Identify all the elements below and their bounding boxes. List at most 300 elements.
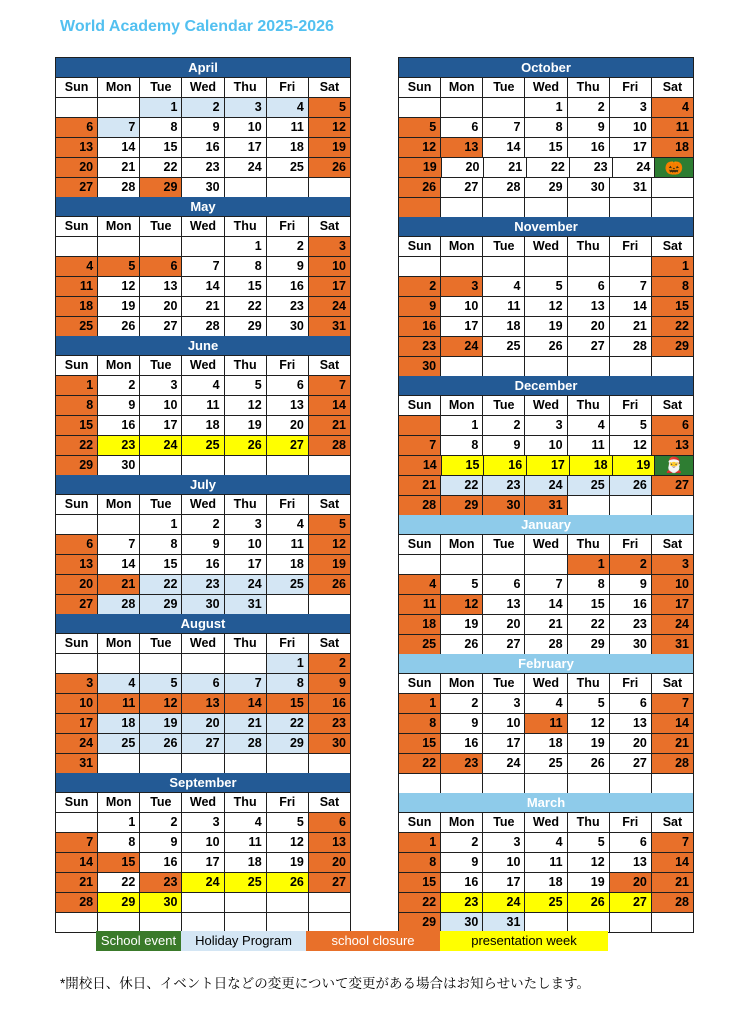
weekday-row	[56, 495, 350, 515]
day-cell: 23	[267, 297, 309, 316]
day-cell: 1	[267, 654, 309, 673]
weekday-label: Mon	[441, 396, 483, 415]
week-row	[399, 873, 693, 893]
day-cell: 20	[140, 297, 182, 316]
day-cell: 24	[652, 615, 693, 634]
week-row	[56, 813, 350, 833]
weekday-row	[56, 217, 350, 237]
day-cell	[98, 913, 140, 932]
day-cell: 30	[441, 913, 483, 932]
month-header: July	[56, 475, 350, 495]
week-row	[399, 158, 693, 178]
day-cell: 7	[98, 535, 140, 554]
weekday-label: Mon	[98, 495, 140, 514]
month-december	[399, 376, 693, 515]
weekday-label: Wed	[525, 78, 567, 97]
day-cell	[56, 813, 98, 832]
day-cell: 12	[225, 396, 267, 415]
day-cell	[652, 774, 693, 793]
day-cell: 9	[98, 396, 140, 415]
day-cell: 3	[525, 416, 567, 435]
day-cell: 26	[225, 436, 267, 455]
day-cell: 5	[399, 118, 441, 137]
day-cell	[525, 913, 567, 932]
weekday-label: Mon	[98, 217, 140, 236]
week-row	[56, 138, 350, 158]
day-cell: 27	[483, 635, 525, 654]
week-row	[399, 436, 693, 456]
day-cell	[225, 456, 267, 475]
day-cell: 5	[568, 833, 610, 852]
day-cell: 30	[610, 635, 652, 654]
day-cell: 19	[568, 873, 610, 892]
day-cell: 21	[56, 873, 98, 892]
week-row	[56, 396, 350, 416]
month-november	[399, 217, 693, 376]
weekday-label: Tue	[140, 78, 182, 97]
day-cell: 14	[652, 853, 693, 872]
weekday-label: Thu	[225, 495, 267, 514]
day-cell: 8	[56, 396, 98, 415]
day-cell: 17	[182, 853, 224, 872]
weekday-row	[399, 78, 693, 98]
day-cell: 16	[610, 595, 652, 614]
day-cell: 16	[309, 694, 350, 713]
day-cell: 18	[570, 456, 613, 475]
weekday-label: Mon	[441, 674, 483, 693]
day-cell	[267, 754, 309, 773]
day-cell: 31	[56, 754, 98, 773]
weekday-label: Fri	[610, 237, 652, 256]
day-cell: 8	[652, 277, 693, 296]
day-cell	[98, 98, 140, 117]
day-cell: 21	[525, 615, 567, 634]
day-cell	[225, 754, 267, 773]
day-cell: 28	[182, 317, 224, 336]
day-cell: 25	[267, 158, 309, 177]
day-cell: 29	[267, 734, 309, 753]
weekday-label: Sat	[662, 537, 683, 551]
month-header: April	[56, 58, 350, 78]
weekday-label: Fri	[267, 495, 309, 514]
day-cell: 11	[267, 535, 309, 554]
day-cell: 3	[441, 277, 483, 296]
day-cell	[568, 198, 610, 217]
day-cell	[399, 555, 441, 574]
week-row	[399, 714, 693, 734]
week-row	[56, 317, 350, 336]
week-row	[399, 635, 693, 654]
day-cell: 27	[267, 436, 309, 455]
day-cell	[441, 198, 483, 217]
week-row	[399, 98, 693, 118]
day-cell: 24	[483, 754, 525, 773]
day-cell: 13	[652, 436, 693, 455]
day-cell: 25	[267, 575, 309, 594]
day-cell: 20	[267, 416, 309, 435]
day-cell: 6	[483, 575, 525, 594]
weekday-row	[56, 634, 350, 654]
day-cell	[652, 357, 693, 376]
day-cell: 6	[309, 813, 350, 832]
day-cell: 30	[140, 893, 182, 912]
weekday-label: Tue	[483, 535, 525, 554]
day-cell: 29	[399, 913, 441, 932]
day-cell: 12	[98, 277, 140, 296]
day-cell: 25	[568, 476, 610, 495]
day-cell	[525, 257, 567, 276]
day-cell: 2	[182, 98, 224, 117]
day-cell: 1	[399, 694, 441, 713]
week-row	[399, 734, 693, 754]
day-cell: 15	[652, 297, 693, 316]
weekday-label: Sat	[662, 80, 683, 94]
event-icon: 🎃	[655, 158, 693, 177]
day-cell: 17	[56, 714, 98, 733]
day-cell	[568, 913, 610, 932]
day-cell: 2	[610, 555, 652, 574]
day-cell	[652, 178, 693, 197]
week-row	[399, 198, 693, 217]
day-cell	[399, 416, 441, 435]
day-cell: 19	[399, 158, 442, 177]
weekday-label: Thu	[225, 356, 267, 375]
day-cell: 9	[483, 436, 525, 455]
day-cell: 23	[182, 158, 224, 177]
day-cell	[225, 913, 267, 932]
day-cell: 14	[309, 396, 350, 415]
day-cell: 3	[56, 674, 98, 693]
week-row	[399, 893, 693, 913]
day-cell: 23	[610, 615, 652, 634]
day-cell: 21	[399, 476, 441, 495]
day-cell: 1	[568, 555, 610, 574]
weekday-label: Sat	[319, 636, 340, 650]
day-cell	[309, 456, 350, 475]
day-cell	[568, 357, 610, 376]
day-cell: 21	[98, 575, 140, 594]
day-cell: 14	[56, 853, 98, 872]
day-cell: 22	[441, 476, 483, 495]
day-cell	[225, 654, 267, 673]
week-row	[56, 893, 350, 913]
month-july	[56, 475, 350, 614]
day-cell: 10	[182, 833, 224, 852]
day-cell: 11	[225, 833, 267, 852]
day-cell: 29	[568, 635, 610, 654]
day-cell: 17	[441, 317, 483, 336]
day-cell: 28	[483, 178, 525, 197]
day-cell: 12	[568, 853, 610, 872]
weekday-label: Fri	[267, 217, 309, 236]
day-cell: 25	[525, 893, 567, 912]
day-cell	[483, 257, 525, 276]
week-row	[56, 674, 350, 694]
day-cell: 14	[652, 714, 693, 733]
weekday-label: Sun	[56, 634, 98, 653]
day-cell: 18	[267, 555, 309, 574]
day-cell: 19	[525, 317, 567, 336]
weekday-row	[56, 78, 350, 98]
day-cell: 27	[140, 317, 182, 336]
weekday-label: Sun	[56, 356, 98, 375]
day-cell: 7	[610, 277, 652, 296]
day-cell	[309, 178, 350, 197]
day-cell: 26	[568, 754, 610, 773]
day-cell: 21	[182, 297, 224, 316]
weekday-label: Wed	[182, 356, 224, 375]
day-cell: 30	[309, 734, 350, 753]
day-cell: 28	[525, 635, 567, 654]
day-cell	[309, 893, 350, 912]
day-cell: 31	[483, 913, 525, 932]
day-cell	[225, 893, 267, 912]
day-cell: 14	[399, 456, 442, 475]
day-cell: 29	[441, 496, 483, 515]
day-cell: 3	[483, 694, 525, 713]
day-cell: 22	[399, 754, 441, 773]
day-cell: 29	[652, 337, 693, 356]
day-cell: 6	[267, 376, 309, 395]
day-cell: 18	[98, 714, 140, 733]
weekday-label: Sun	[56, 495, 98, 514]
day-cell: 20	[610, 734, 652, 753]
day-cell: 30	[267, 317, 309, 336]
day-cell: 15	[267, 694, 309, 713]
day-cell	[610, 774, 652, 793]
day-cell: 15	[442, 456, 485, 475]
day-cell: 20	[56, 575, 98, 594]
week-row	[56, 416, 350, 436]
weekday-label: Thu	[568, 535, 610, 554]
weekday-label: Thu	[568, 237, 610, 256]
day-cell: 14	[98, 138, 140, 157]
day-cell: 7	[525, 575, 567, 594]
day-cell	[399, 257, 441, 276]
day-cell: 7	[399, 436, 441, 455]
day-cell: 1	[98, 813, 140, 832]
weekday-label: Sat	[319, 358, 340, 372]
day-cell	[182, 654, 224, 673]
day-cell: 6	[56, 118, 98, 137]
weekday-label: Fri	[610, 396, 652, 415]
day-cell: 4	[568, 416, 610, 435]
day-cell: 23	[483, 476, 525, 495]
day-cell: 5	[98, 257, 140, 276]
day-cell: 10	[610, 118, 652, 137]
day-cell: 5	[309, 98, 350, 117]
weekday-label: Mon	[98, 356, 140, 375]
day-cell: 17	[225, 138, 267, 157]
day-cell: 8	[267, 674, 309, 693]
month-header: November	[399, 217, 693, 237]
day-cell: 18	[483, 317, 525, 336]
weekday-label: Wed	[182, 217, 224, 236]
day-cell: 13	[56, 138, 98, 157]
day-cell: 9	[441, 853, 483, 872]
month-february	[399, 654, 693, 793]
day-cell: 25	[56, 317, 98, 336]
weekday-label: Fri	[267, 793, 309, 812]
day-cell: 16	[399, 317, 441, 336]
day-cell: 6	[652, 416, 693, 435]
week-row	[56, 436, 350, 456]
day-cell: 13	[267, 396, 309, 415]
day-cell: 29	[56, 456, 98, 475]
weekday-row	[56, 793, 350, 813]
weekday-label: Tue	[483, 237, 525, 256]
weekday-label: Sat	[662, 676, 683, 690]
day-cell: 24	[613, 158, 656, 177]
day-cell: 26	[98, 317, 140, 336]
week-row	[56, 575, 350, 595]
day-cell: 21	[484, 158, 527, 177]
day-cell: 4	[267, 98, 309, 117]
day-cell	[441, 774, 483, 793]
day-cell: 1	[140, 515, 182, 534]
weekday-label: Tue	[140, 356, 182, 375]
month-october	[399, 58, 693, 217]
weekday-label: Thu	[225, 793, 267, 812]
week-row	[56, 714, 350, 734]
day-cell: 26	[309, 575, 350, 594]
day-cell: 10	[483, 853, 525, 872]
day-cell: 28	[399, 496, 441, 515]
day-cell: 13	[610, 714, 652, 733]
day-cell	[610, 257, 652, 276]
day-cell: 8	[525, 118, 567, 137]
week-row	[399, 575, 693, 595]
day-cell: 12	[399, 138, 441, 157]
day-cell: 1	[140, 98, 182, 117]
day-cell: 7	[225, 674, 267, 693]
month-header: August	[56, 614, 350, 634]
day-cell	[140, 237, 182, 256]
weekday-label: Sun	[399, 674, 441, 693]
month-january	[399, 515, 693, 654]
day-cell: 16	[484, 456, 527, 475]
day-cell: 31	[309, 317, 350, 336]
day-cell: 23	[570, 158, 613, 177]
day-cell: 28	[225, 734, 267, 753]
day-cell: 24	[525, 476, 567, 495]
day-cell: 17	[140, 416, 182, 435]
week-row	[399, 913, 693, 932]
weekday-row	[399, 237, 693, 257]
day-cell: 11	[483, 297, 525, 316]
weekday-label: Wed	[182, 495, 224, 514]
day-cell: 6	[140, 257, 182, 276]
day-cell: 24	[140, 436, 182, 455]
day-cell: 7	[652, 694, 693, 713]
day-cell: 18	[56, 297, 98, 316]
day-cell	[56, 237, 98, 256]
day-cell: 26	[267, 873, 309, 892]
day-cell: 3	[652, 555, 693, 574]
weekday-label: Mon	[98, 78, 140, 97]
week-row	[56, 456, 350, 475]
day-cell: 12	[568, 714, 610, 733]
weekday-label: Thu	[568, 674, 610, 693]
weekday-label: Wed	[525, 237, 567, 256]
week-row	[399, 317, 693, 337]
day-cell: 14	[483, 138, 525, 157]
weekday-label: Fri	[267, 78, 309, 97]
week-row	[56, 158, 350, 178]
day-cell: 2	[483, 416, 525, 435]
week-row	[56, 98, 350, 118]
day-cell: 24	[182, 873, 224, 892]
week-row	[399, 694, 693, 714]
day-cell	[610, 198, 652, 217]
day-cell	[309, 913, 350, 932]
day-cell	[525, 555, 567, 574]
day-cell: 21	[652, 734, 693, 753]
week-row	[399, 595, 693, 615]
day-cell: 22	[568, 615, 610, 634]
week-row	[56, 555, 350, 575]
day-cell: 29	[140, 178, 182, 197]
weekday-label: Thu	[568, 813, 610, 832]
day-cell: 2	[568, 98, 610, 117]
day-cell: 8	[140, 118, 182, 137]
day-cell	[441, 555, 483, 574]
day-cell: 2	[399, 277, 441, 296]
day-cell: 22	[267, 714, 309, 733]
day-cell: 25	[182, 436, 224, 455]
weekday-label: Fri	[267, 634, 309, 653]
week-row	[399, 833, 693, 853]
weekday-label: Tue	[140, 634, 182, 653]
day-cell	[56, 98, 98, 117]
day-cell: 7	[652, 833, 693, 852]
day-cell: 11	[267, 118, 309, 137]
day-cell: 19	[225, 416, 267, 435]
day-cell: 12	[267, 833, 309, 852]
day-cell: 17	[610, 138, 652, 157]
day-cell: 18	[225, 853, 267, 872]
day-cell: 28	[610, 337, 652, 356]
day-cell: 19	[98, 297, 140, 316]
footnote: *開校日、休日、イベント日などの変更について変更がある場合はお知らせいたします。	[60, 976, 590, 991]
week-row	[56, 257, 350, 277]
day-cell: 26	[399, 178, 441, 197]
day-cell: 11	[525, 853, 567, 872]
week-row	[56, 833, 350, 853]
day-cell: 3	[225, 515, 267, 534]
month-may	[56, 197, 350, 336]
week-row	[399, 357, 693, 376]
day-cell: 10	[225, 118, 267, 137]
weekday-label: Fri	[610, 813, 652, 832]
weekday-label: Wed	[182, 78, 224, 97]
day-cell	[98, 654, 140, 673]
day-cell: 15	[525, 138, 567, 157]
week-row	[399, 615, 693, 635]
day-cell: 1	[399, 833, 441, 852]
weekday-label: Thu	[568, 396, 610, 415]
day-cell: 12	[309, 118, 350, 137]
day-cell: 19	[568, 734, 610, 753]
day-cell: 8	[399, 853, 441, 872]
weekday-row	[399, 813, 693, 833]
day-cell	[525, 774, 567, 793]
weekday-label: Sun	[399, 396, 441, 415]
week-row	[56, 595, 350, 614]
day-cell: 22	[140, 158, 182, 177]
week-row	[399, 277, 693, 297]
weekday-label: Mon	[441, 78, 483, 97]
